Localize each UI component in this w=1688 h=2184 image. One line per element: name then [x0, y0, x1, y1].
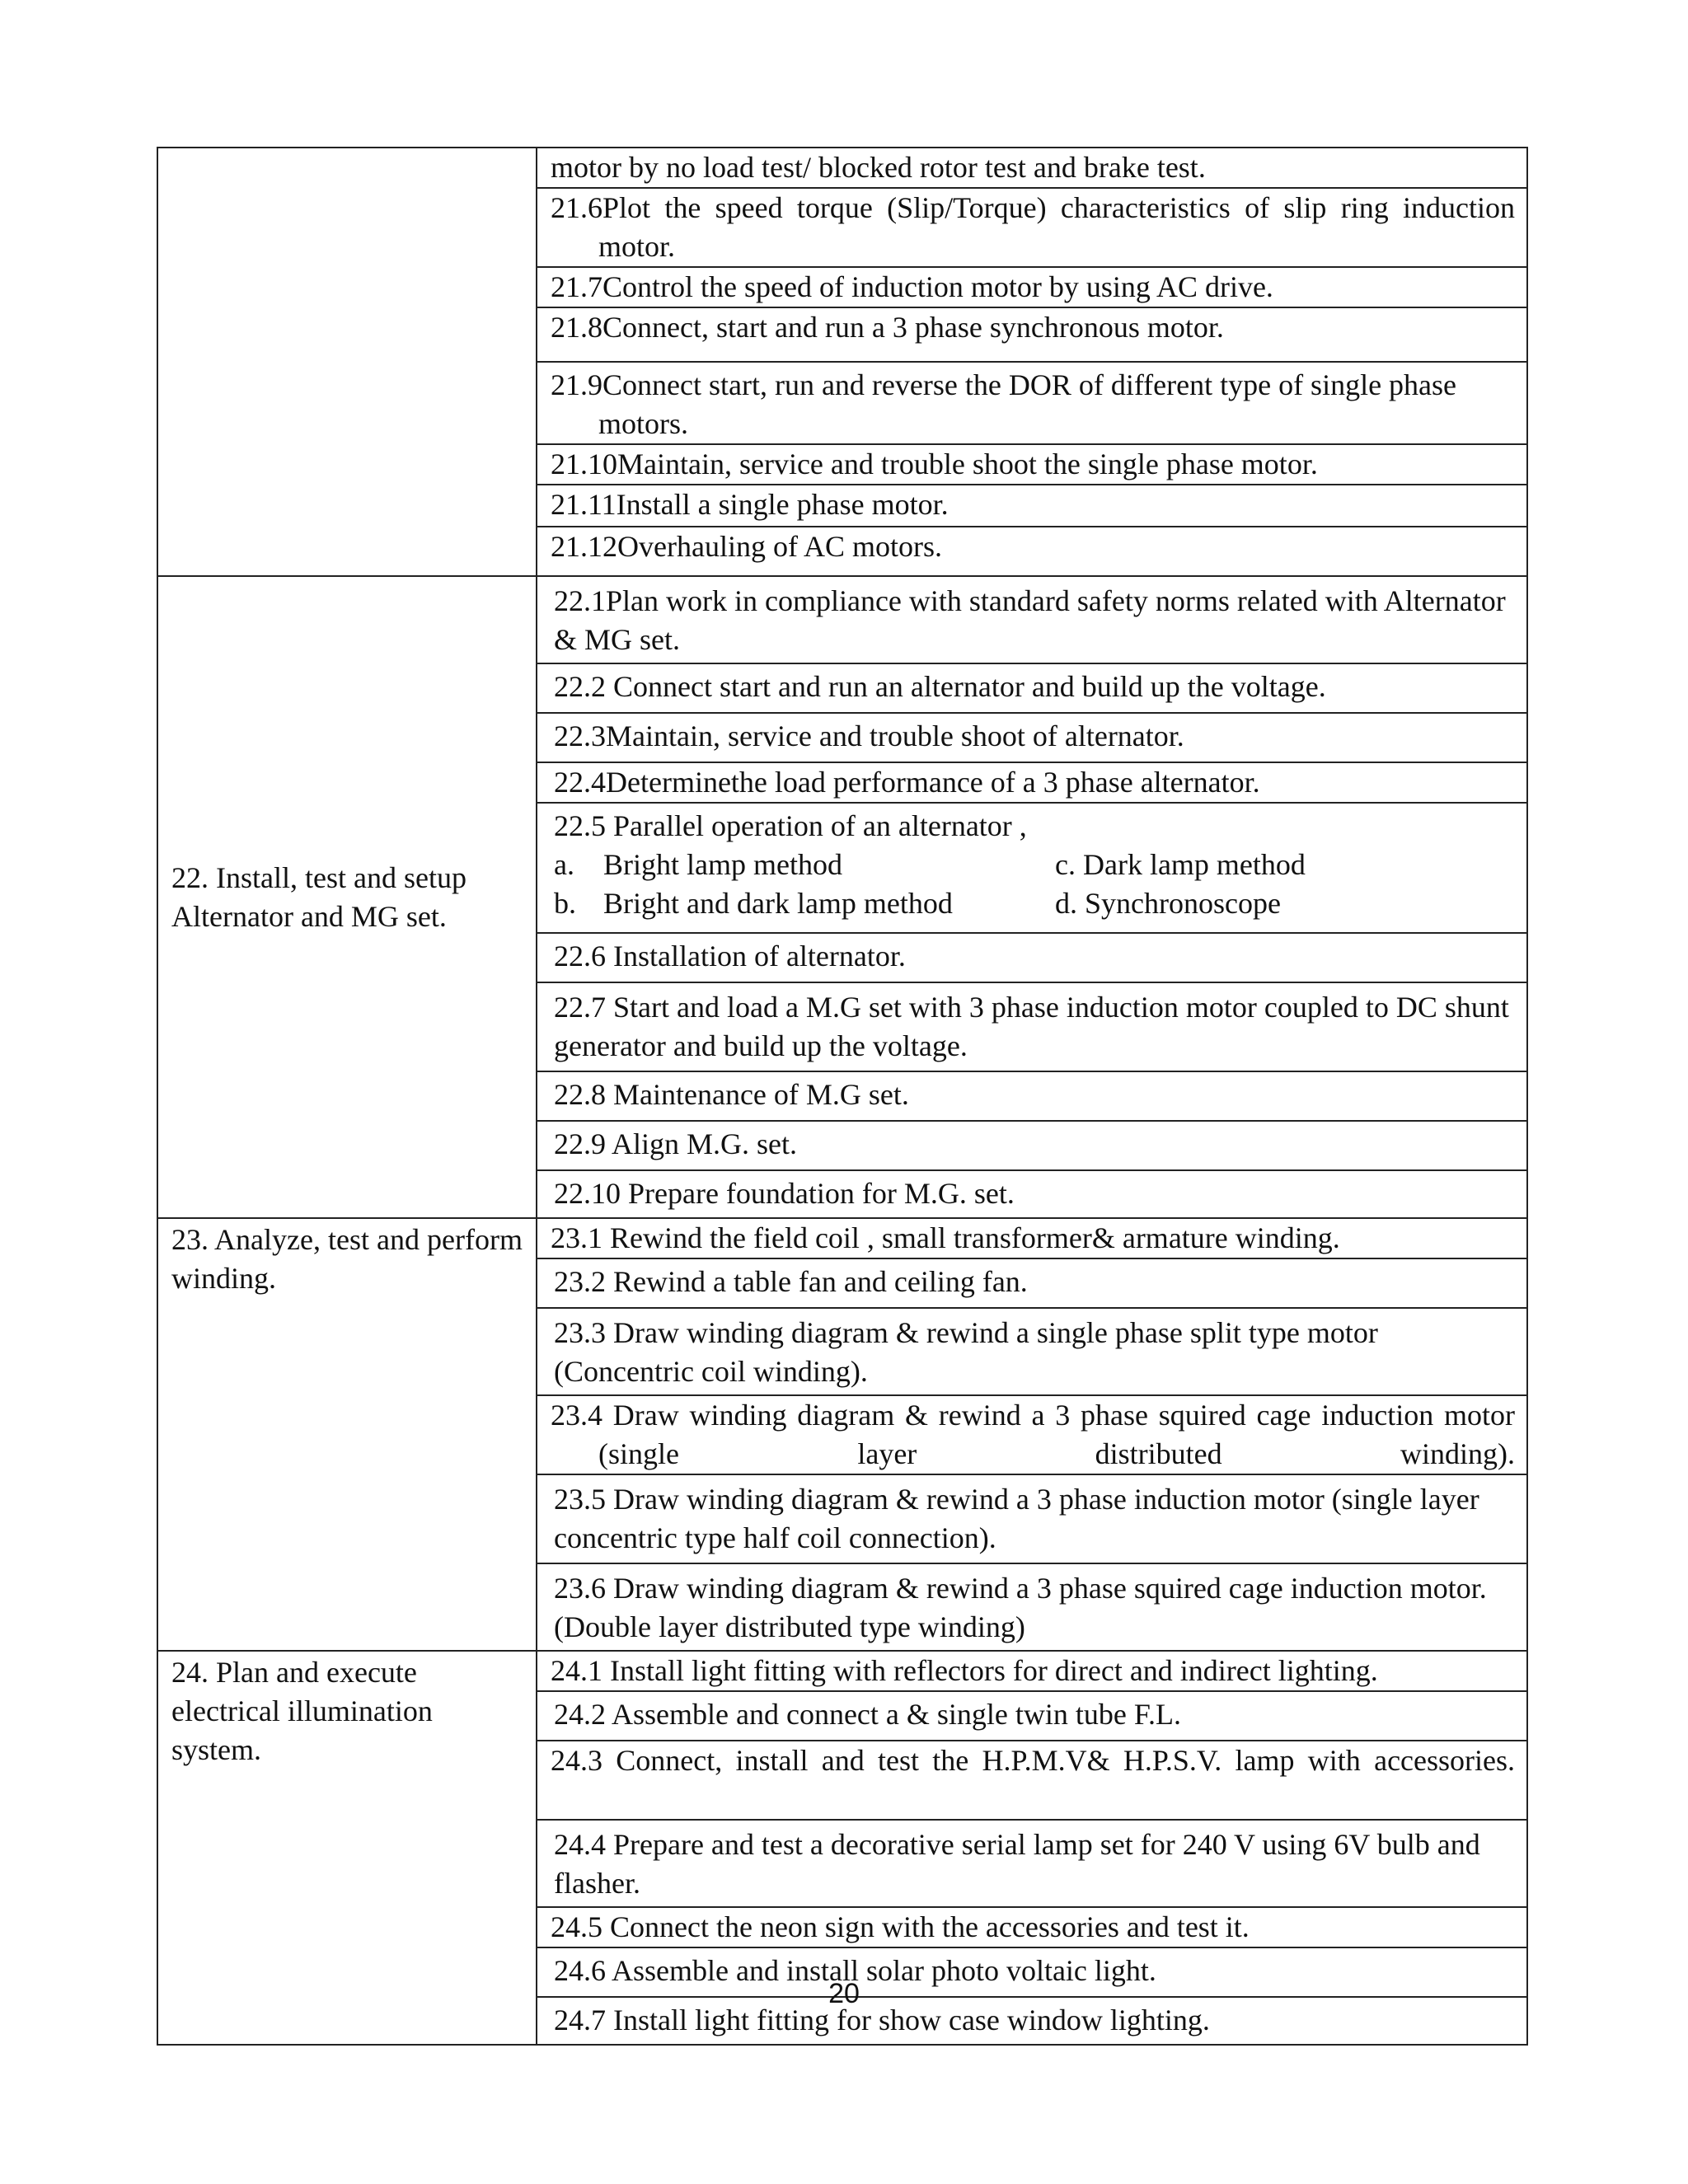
- activity-item: 22.7 Start and load a M.G set with 3 phase induction motor coupled to DC shunt generator and build up the voltage.: [537, 982, 1527, 1071]
- activity-item: 21.7Control the speed of induction motor by using AC drive.: [537, 267, 1527, 307]
- activity-item-text: 22.5 Parallel operation of an alternator ,: [554, 809, 1027, 842]
- method-label: d. Synchronoscope: [1055, 887, 1281, 920]
- activity-item: 22.9 Align M.G. set.: [537, 1121, 1527, 1170]
- activity-item: 24.6 Assemble and install solar photo voltaic light.: [537, 1947, 1527, 1997]
- list-letter: a.: [554, 848, 574, 881]
- activity-item: 21.9Connect start, run and reverse the DOR of different type of single phase motors.: [537, 362, 1527, 444]
- page-number: 20: [828, 1978, 860, 2009]
- table-row: [157, 148, 1527, 188]
- table-row: [157, 1218, 1527, 1258]
- table-row: [157, 1651, 1527, 1691]
- activity-item: 24.1 Install light fitting with reflectors for direct and indirect lighting.: [537, 1651, 1527, 1691]
- activity-item: 24.5 Connect the neon sign with the accessories and test it.: [537, 1907, 1527, 1947]
- activity-item: 22.4Determinethe load performance of a 3 phase alternator.: [537, 762, 1527, 803]
- method-row: [554, 846, 1515, 884]
- method-label: Bright lamp method: [603, 848, 842, 881]
- outcome-cell-22: 22. Install, test and setup Alternator and MG set.: [157, 576, 537, 1218]
- activity-item: 24.3 Connect, install and test the H.P.M.V& H.P.S.V. lamp with accessories.: [537, 1741, 1527, 1820]
- table-row: [157, 576, 1527, 663]
- activity-item: 23.5 Draw winding diagram & rewind a 3 phase induction motor (single layer concentric type half coil connection).: [537, 1474, 1527, 1563]
- method-label: Bright and dark lamp method: [603, 887, 953, 920]
- activity-item: 22.3Maintain, service and trouble shoot of alternator.: [537, 713, 1527, 762]
- activity-item-parallel: [537, 803, 1527, 933]
- activity-item: motor by no load test/ blocked rotor test and brake test.: [537, 148, 1527, 188]
- activity-item: 23.6 Draw winding diagram & rewind a 3 phase squired cage induction motor. (Double layer distributed type winding): [537, 1563, 1527, 1651]
- outcome-line: 23. Analyze, test and perform winding.: [171, 1223, 523, 1295]
- activity-item: 23.4 Draw winding diagram & rewind a 3 phase squired cage induction motor (single layer distributed winding).: [537, 1395, 1527, 1474]
- activity-item: 22.1Plan work in compliance with standard safety norms related with Alternator & MG set.: [537, 576, 1527, 663]
- activity-item: 23.1 Rewind the field coil , small transformer& armature winding.: [537, 1218, 1527, 1258]
- activity-item: 24.2 Assemble and connect a & single twin tube F.L.: [537, 1691, 1527, 1741]
- outcome-cell: [157, 148, 537, 576]
- activity-item: 22.6 Installation of alternator.: [537, 933, 1527, 982]
- activity-item: 21.11Install a single phase motor.: [537, 485, 1527, 527]
- activity-item: 23.3 Draw winding diagram & rewind a single phase split type motor (Concentric coil winding).: [537, 1308, 1527, 1395]
- outcome-cell-24: 24. Plan and execute electrical illumination system.: [157, 1651, 537, 2045]
- activity-item: 21.10Maintain, service and trouble shoot the single phase motor.: [537, 444, 1527, 485]
- activity-item: 21.8Connect, start and run a 3 phase synchronous motor.: [537, 307, 1527, 362]
- activity-item: 22.8 Maintenance of M.G set.: [537, 1071, 1527, 1121]
- activity-item: 22.2 Connect start and run an alternator and build up the voltage.: [537, 663, 1527, 713]
- method-label: c. Dark lamp method: [1055, 848, 1306, 881]
- outcome-cell-23: [157, 1218, 537, 1651]
- activity-item: 21.12Overhauling of AC motors.: [537, 527, 1527, 576]
- activity-item: 22.10 Prepare foundation for M.G. set.: [537, 1170, 1527, 1218]
- activity-item: 21.6Plot the speed torque (Slip/Torque) characteristics of slip ring induction motor.: [537, 188, 1527, 267]
- activity-item: 24.7 Install light fitting for show case window lighting.: [537, 1997, 1527, 2045]
- method-row: [554, 884, 1515, 923]
- activity-item: 24.4 Prepare and test a decorative serial lamp set for 240 V using 6V bulb and flasher.: [537, 1820, 1527, 1907]
- syllabus-table: [157, 147, 1528, 2046]
- activity-item: 23.2 Rewind a table fan and ceiling fan.: [537, 1258, 1527, 1308]
- list-letter: b.: [554, 887, 576, 920]
